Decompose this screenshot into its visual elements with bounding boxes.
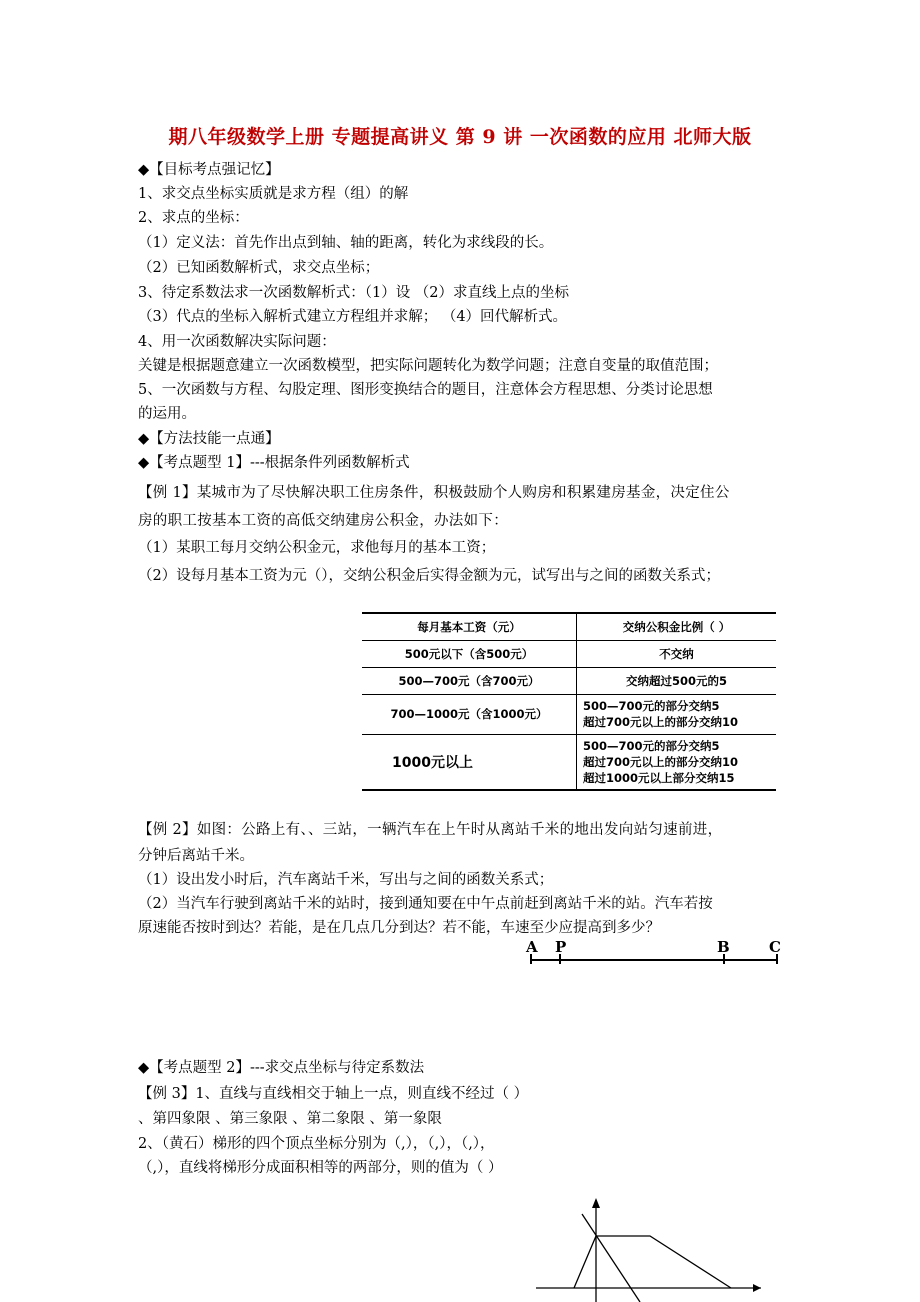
example2-q1: （1）设出发小时后，汽车离站千米，写出与之间的函数关系式； — [138, 872, 554, 888]
text-line: 关键是根据题意建立一次函数模型，把实际问题转化为数学问题；注意自变量的取值范围； — [138, 358, 718, 374]
text-line: 5、一次函数与方程、勾股定理、图形变换结合的题目，注意体会方程思想、分类讨论思想 — [138, 382, 713, 398]
road-segment-figure — [528, 952, 780, 966]
table-cell — [577, 694, 777, 734]
table-cell: 交纳超过500元的5 — [577, 667, 777, 694]
text-line: 2、求点的坐标： — [138, 210, 249, 226]
x-axis-arrow-icon — [753, 1284, 761, 1292]
table-cell: 1000元以上 — [362, 734, 577, 790]
example2-text: 【例 2】如图：公路上有、、三站，一辆汽车在上午时从离站千米的地出发向站匀速前进， — [138, 822, 723, 838]
example3-q2: （,），直线将梯形分成面积相等的两部分，则的值为（ ） — [138, 1160, 503, 1176]
example1-text: 【例 1】某城市为了尽快解决职工住房条件，积极鼓励个人购房和积累建房基金，决定住公 — [138, 485, 730, 501]
table-cell-line: 超过1000元以上部分交纳15 — [583, 770, 735, 785]
table-cell: 700—1000元（含1000元） — [362, 694, 577, 734]
table-header-cell: 交纳公积金比例（ ） — [577, 613, 777, 640]
example2-text: 分钟后离站千米。 — [138, 848, 254, 864]
example1-q2: （2）设每月基本工资为元（），交纳公积金后实得金额为元，试写出与之间的函数关系式； — [138, 568, 720, 584]
segment-label-c: C — [769, 938, 781, 956]
example2-q2: 原速能否按时到达？若能，是在几点几分到达？若不能，车速至少应提高到多少？ — [138, 920, 660, 936]
trapezoid-shape — [574, 1236, 731, 1288]
table-row — [362, 694, 776, 734]
example1-text: 房的职工按基本工资的高低交纳建房公积金，办法如下： — [138, 513, 508, 529]
text-line: （1）定义法：首先作出点到轴、轴的距离，转化为求线段的长。 — [138, 235, 554, 251]
text-line: （2）已知函数解析式，求交点坐标； — [138, 260, 380, 276]
example3-q2: 2、（黄石）梯形的四个顶点坐标分别为（,），（,），（,）， — [138, 1136, 495, 1152]
table-header-cell: 每月基本工资（元） — [362, 613, 577, 640]
document-title: 期八年级数学上册 专题提高讲义 第 9 讲 一次函数的应用 北师大版 — [168, 126, 752, 148]
example3-options: 、第四象限 、第三象限 、第二象限 、第一象限 — [138, 1111, 442, 1127]
text-line: 1、求交点坐标实质就是求方程（组）的解 — [138, 186, 409, 202]
table-header-row — [362, 613, 776, 640]
section-heading-goals: ◆【目标考点强记忆】 — [138, 162, 280, 178]
table-cell: 500元以下（含500元） — [362, 640, 577, 667]
segment-label-b: B — [717, 938, 730, 956]
table-cell-line: 超过700元以上的部分交纳10 — [583, 754, 739, 769]
example3-q1: 【例 3】1、直线与直线相交于轴上一点，则直线不经过（ ） — [138, 1086, 529, 1102]
table-row — [362, 667, 776, 694]
table-cell-line: 超过700元以上的部分交纳10 — [583, 715, 739, 729]
section-heading-type2: ◆【考点题型 2】---求交点坐标与待定系数法 — [138, 1060, 425, 1076]
table-row — [362, 734, 776, 790]
table-cell: 不交纳 — [577, 640, 777, 667]
segment-label-a: A — [526, 938, 538, 956]
text-line: 4、用一次函数解决实际问题： — [138, 334, 336, 350]
example1-q1: （1）某职工每月交纳公积金元，求他每月的基本工资； — [138, 540, 496, 556]
example2-q2: （2）当汽车行驶到离站千米的站时，接到通知要在中午点前赶到离站千米的站。汽车若按 — [138, 896, 713, 912]
section-heading-type1: ◆【考点题型 1】---根据条件列函数解析式 — [138, 455, 410, 471]
table-cell-line: 500—700元的部分交纳5 — [583, 699, 720, 713]
text-line: （3）代点的坐标入解析式建立方程组并求解； （4）回代解析式。 — [138, 309, 568, 325]
segment-label-p: P — [555, 938, 567, 956]
table-cell-line: 500—700元的部分交纳5 — [583, 738, 720, 753]
text-line: 的运用。 — [138, 406, 196, 422]
section-heading-methods: ◆【方法技能一点通】 — [138, 431, 280, 447]
table-cell: 500—700元（含700元） — [362, 667, 577, 694]
fund-table — [362, 612, 776, 791]
text-line: 3、待定系数法求一次函数解析式：（1）设 （2）求直线上点的坐标 — [138, 285, 570, 301]
y-axis-arrow-icon — [592, 1198, 600, 1208]
dividing-line — [582, 1214, 640, 1302]
table-row — [362, 640, 776, 667]
table-cell — [577, 734, 777, 790]
trapezoid-figure — [536, 1196, 766, 1302]
